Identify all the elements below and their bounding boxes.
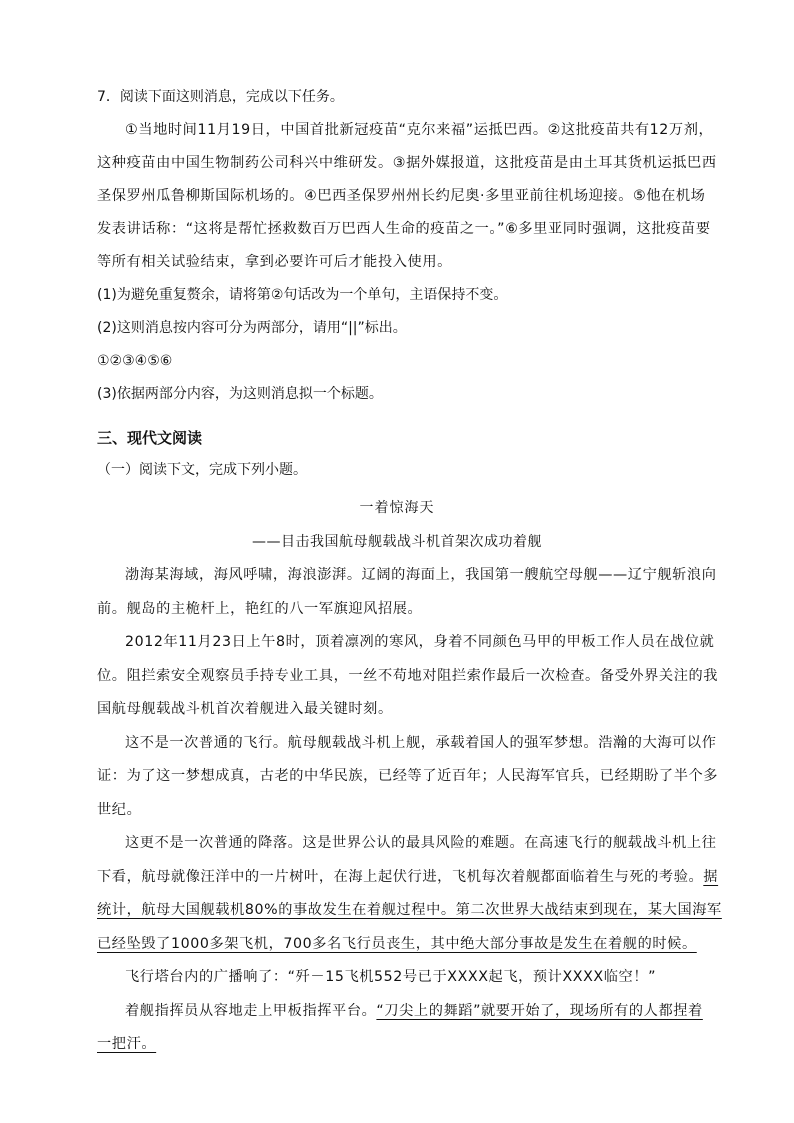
underlined-text: 统计，航母大国舰载机80%的事故发生在着舰过程中。第二次世界大战结束到现在，某大国海军 (97, 902, 722, 918)
underlined-text: “刀尖上的舞蹈”就要开始了，现场所有的人都捏着 (376, 1002, 703, 1019)
article-line: 飞行塔台内的广播响了：“歼－15飞机552号已于XXXX起飞，预计XXXX临空！” (125, 969, 657, 985)
passage-line: 发表讲话称：“这将是帮忙拯救数百万巴西人生命的疫苗之一。”⑥多里亚同时强调，这批疫苗要 (97, 221, 711, 237)
article-body (97, 559, 722, 1062)
task-3: (3)依据两部分内容，为这则消息拟一个标题。 (97, 386, 383, 402)
article-title: 一着惊海天 (359, 500, 435, 516)
section-modern-reading (97, 421, 722, 1062)
passage-line: ①当地时间11月19日，中国首批新冠疫苗“克尔来福”运抵巴西。②这批疫苗共有12万剂， (125, 122, 714, 138)
article-line: 证：为了这一梦想成真，古老的中华民族，已经等了近百年；人民海军官兵，已经期盼了半个多 (97, 768, 719, 784)
article-subtitle: ——目击我国航母舰载战斗机首架次成功着舰 (252, 534, 542, 550)
article-line: 世纪。 (97, 801, 142, 818)
article-line: 下看，航母就像汪洋中的一片树叶，在海上起伏行进，飞机每次着舰都面临着生与死的考验。据 (97, 868, 719, 885)
article-line: 2012年11月23日上午8时，顶着凛冽的寒风，身着不同颜色马甲的甲板工作人员在战位就 (125, 634, 715, 650)
news-passage (97, 114, 717, 279)
underlined-text: 据 (703, 868, 719, 885)
task-1: (1)为避免重复赘余，请将第②句话改为一个单句，主语保持不变。 (97, 287, 508, 303)
article-line (97, 928, 697, 962)
article-line: 国航母舰载战斗机首次着舰进入最关键时刻。 (97, 701, 393, 717)
section-subtitle: （一）阅读下文，完成下列小题。 (97, 462, 307, 478)
article-line (97, 1028, 697, 1062)
section-title: 三、现代文阅读 (97, 429, 203, 447)
article-line: 前。舰岛的主桅杆上，艳红的八一军旗迎风招展。 (97, 600, 423, 617)
article-line: 渤海某海域，海风呼啸，海浪澎湃。辽阔的海面上，我国第一艘航空母舰——辽宁舰斩浪向 (125, 567, 717, 583)
task-2: (2)这则消息按内容可分为两部分，请用“||”标出。 (97, 320, 407, 336)
article-line: 位。阻拦索安全观察员手持专业工具，一丝不苟地对阻拦索作最后一次检查。备受外界关注的我 (97, 667, 719, 684)
question-7 (97, 81, 717, 411)
question-7-header: 7．阅读下面这则消息，完成以下任务。 (97, 89, 344, 105)
article-line: 着舰指挥员从容地走上甲板指挥平台。“刀尖上的舞蹈”就要开始了，现场所有的人都捏着 (125, 1002, 703, 1019)
article-line (97, 894, 722, 928)
task-2-markers: ①②③④⑤⑥ (97, 353, 173, 369)
underlined-text: 一把汗。 (97, 1036, 157, 1052)
passage-line: 等所有相关试验结束，拿到必要许可后才能投入使用。 (97, 254, 452, 270)
article-line: 这更不是一次普通的降落。这是世界公认的最具风险的难题。在高速飞行的舰载战斗机上往 (125, 835, 717, 851)
underlined-text: 已经坠毁了1000多架飞机，700多名飞行员丧生，其中绝大部分事故是发生在着舰的时候。 (97, 935, 697, 952)
passage-line: 圣保罗州瓜鲁柳斯国际机场的。④巴西圣保罗州州长约尼奥·多里亚前往机场迎接。⑤他在机场 (97, 188, 706, 204)
article-line: 这不是一次普通的飞行。航母舰载战斗机上舰，承载着国人的强军梦想。浩瀚的大海可以作 (125, 734, 717, 751)
passage-line: 这种疫苗由中国生物制药公司科兴中维研发。③据外媒报道，这批疫苗是由土耳其货机运抵巴西 (97, 155, 717, 171)
